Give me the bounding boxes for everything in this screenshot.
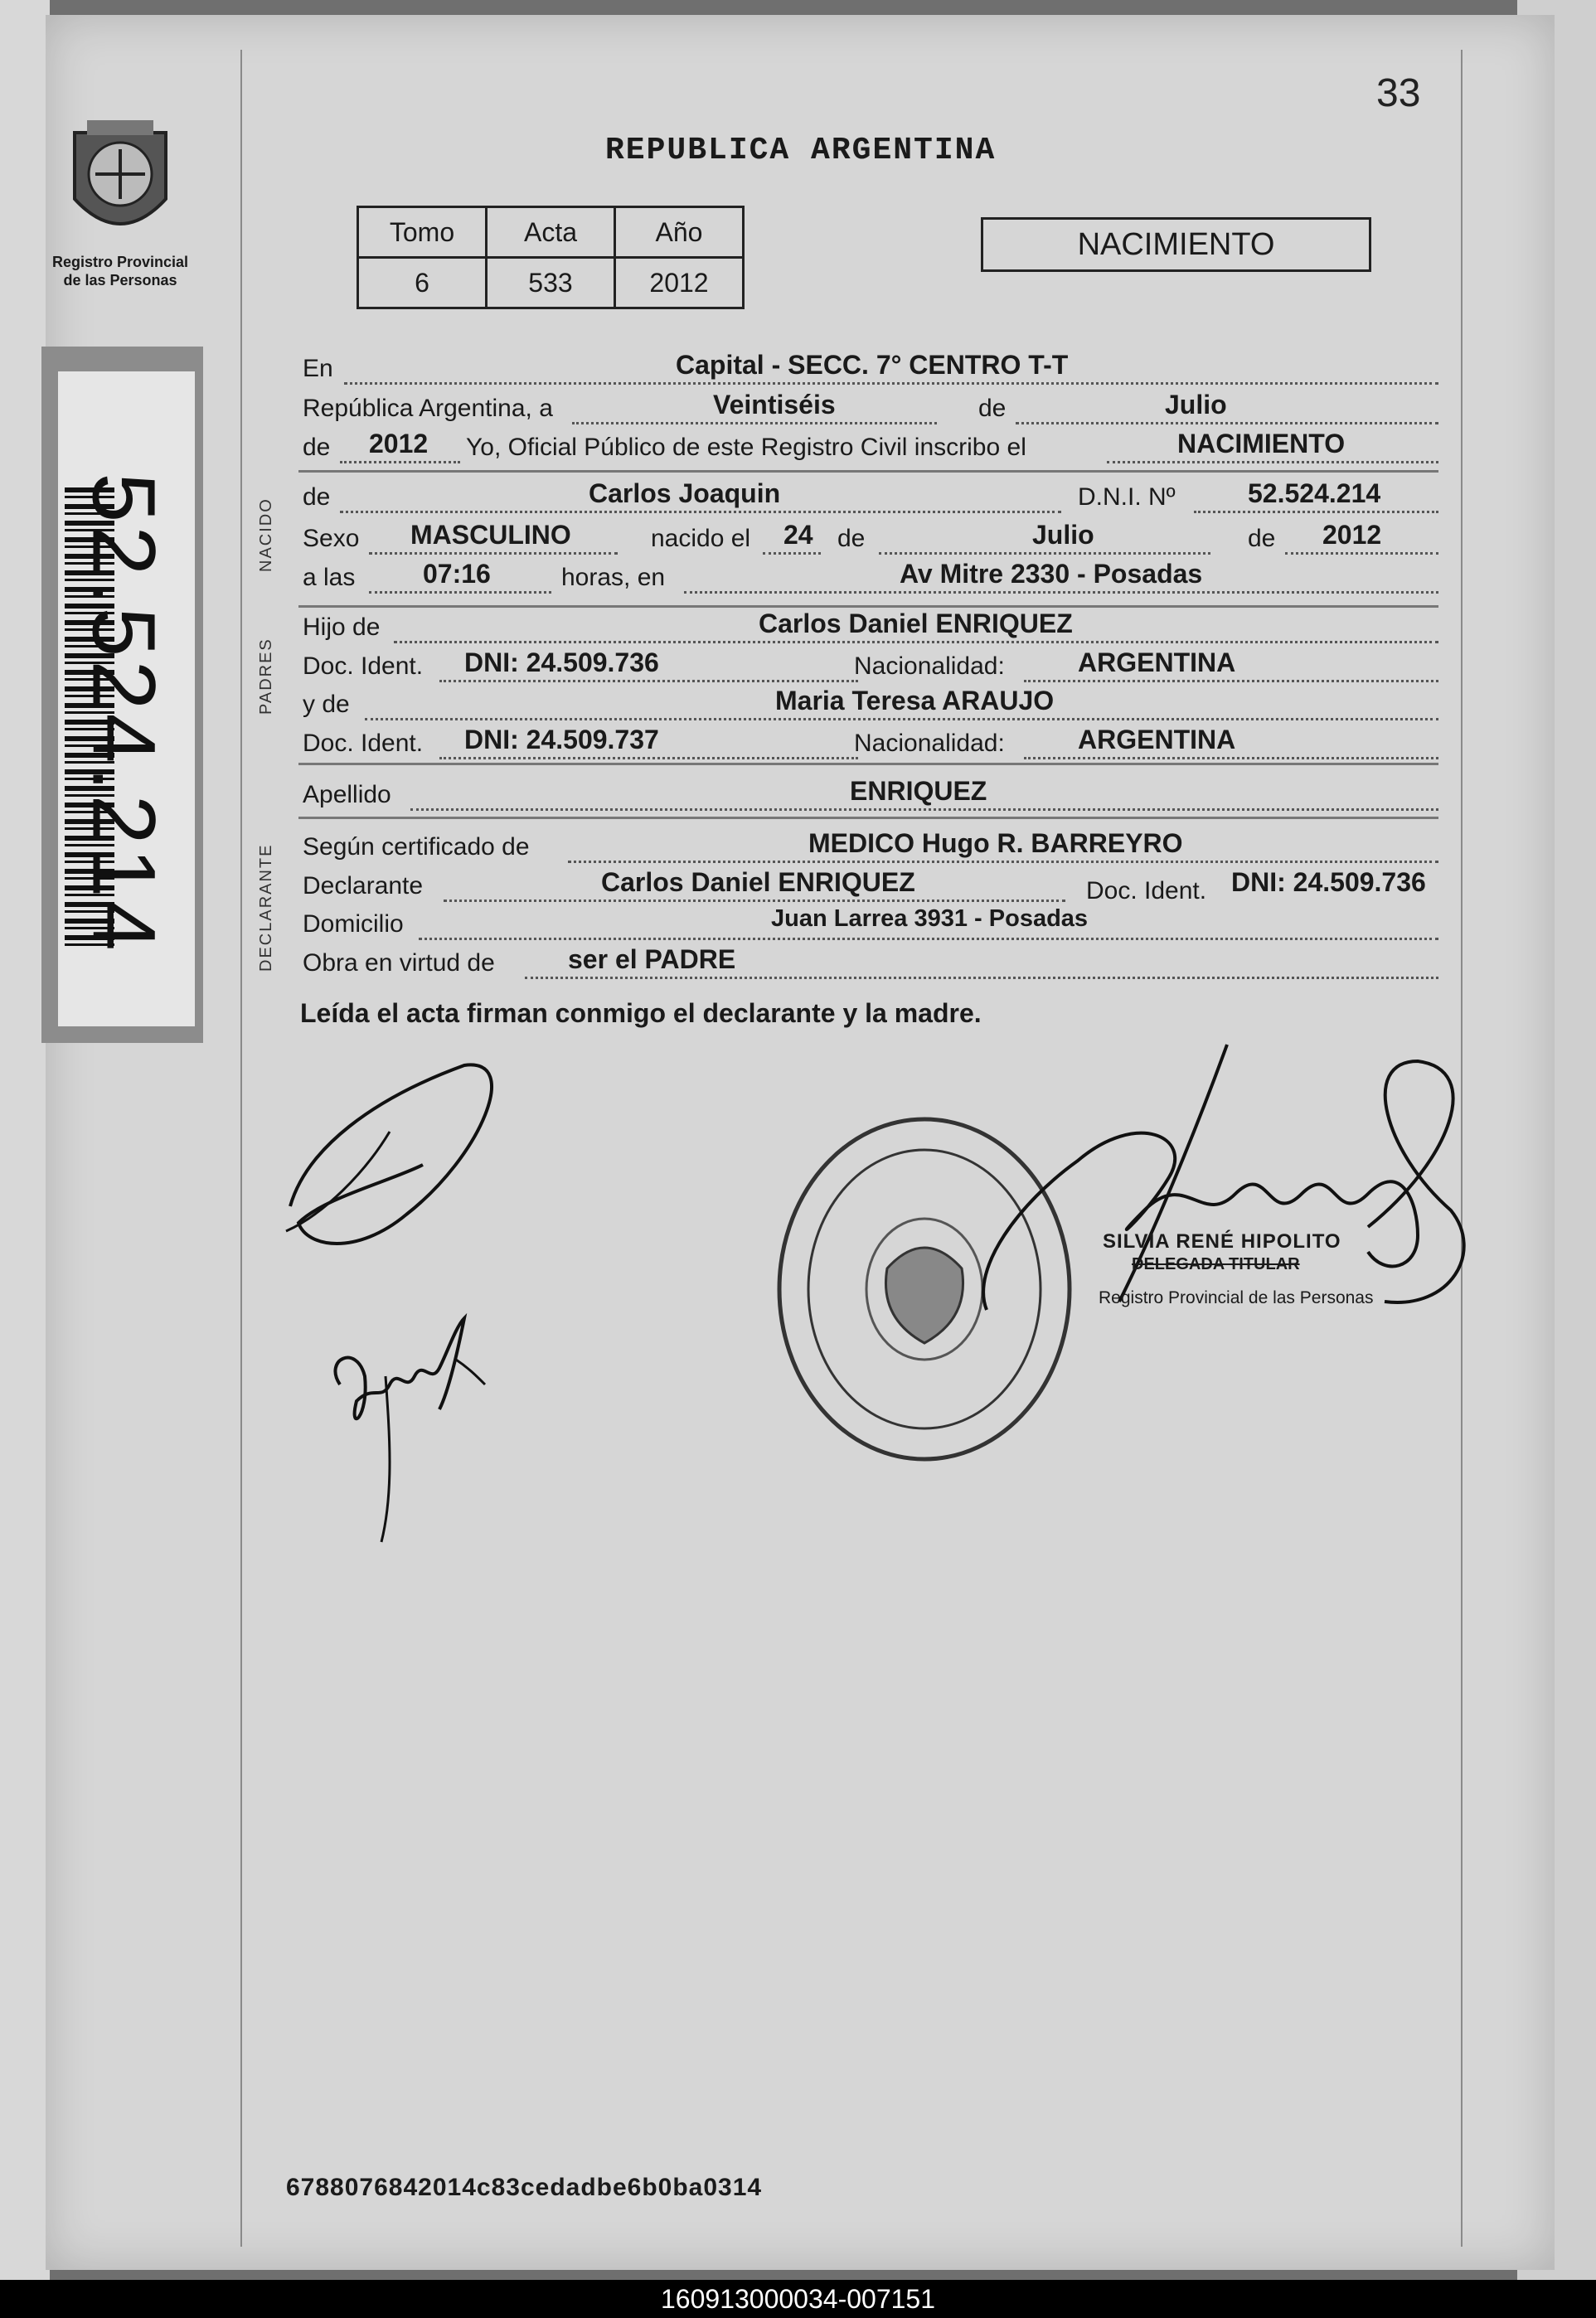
fill-line [572, 422, 937, 424]
label-alas: a las [303, 564, 356, 591]
value-lugar-nacimiento: Av Mitre 2330 - Posadas [900, 559, 1203, 589]
fill-line [684, 591, 1438, 594]
left-page-edge [0, 0, 50, 2280]
value-padre: Carlos Daniel ENRIQUEZ [759, 609, 1073, 638]
fill-line [1194, 511, 1438, 513]
value-apellido: ENRIQUEZ [850, 776, 987, 806]
fill-line [1024, 680, 1438, 682]
label-dni: D.N.I. Nº [1078, 483, 1176, 511]
form-row-certificado [303, 828, 1438, 866]
fill-line [568, 861, 1438, 863]
value-nac-anio: 2012 [1322, 520, 1382, 550]
label-nacionalidad-padre: Nacionalidad: [854, 652, 1005, 680]
label-domicilio: Domicilio [303, 910, 404, 938]
value-padre-doc: DNI: 24.509.736 [464, 647, 659, 677]
value-domicilio: Juan Larrea 3931 - Posadas [771, 905, 1089, 932]
value-nombre: Carlos Joaquin [589, 478, 781, 508]
label-de-anio2: de [1248, 525, 1276, 552]
form-row-hora [303, 559, 1438, 597]
label-obra: Obra en virtud de [303, 949, 495, 977]
label-nacido: nacido el [651, 525, 751, 552]
value-madre-nac: ARGENTINA [1078, 725, 1236, 754]
value-declarante: Carlos Daniel ENRIQUEZ [601, 867, 915, 897]
fill-line [344, 382, 1438, 385]
label-sexo: Sexo [303, 525, 360, 552]
ref-value-tomo: 6 [358, 258, 487, 308]
value-obra: ser el PADRE [568, 944, 736, 974]
fill-line [1107, 461, 1438, 463]
label-declarante: Declarante [303, 872, 424, 900]
value-certificado: MEDICO Hugo R. BARREYRO [808, 828, 1183, 858]
fill-line [1285, 552, 1438, 555]
fill-line [525, 977, 1438, 979]
label-doc-declarante: Doc. Ident. [1086, 877, 1207, 904]
form-row-madre-doc [303, 725, 1438, 763]
fill-line [419, 938, 1438, 940]
label-de: de [978, 395, 1007, 422]
fill-line [1016, 422, 1438, 424]
fill-line [439, 680, 858, 682]
barcode-label [41, 347, 203, 1043]
form-row-apellido [303, 776, 1438, 814]
label-oficial: Yo, Oficial Público de este Registro Civil inscribo el [466, 434, 1026, 461]
label-de-anio: de [303, 434, 331, 461]
label-de-nombre: de [303, 483, 331, 511]
form-row-nombre [303, 478, 1438, 516]
fill-line [365, 718, 1438, 720]
form-row-padre-doc [303, 647, 1438, 686]
value-nac-dia: 24 [783, 520, 813, 550]
value-dia: Veintiséis [713, 390, 836, 419]
fill-line [439, 757, 858, 759]
registry-logo [46, 116, 195, 323]
fill-line [444, 900, 1065, 902]
signature-declarant-icon [323, 1310, 489, 1550]
fill-line [1024, 757, 1438, 759]
value-nac-mes: Julio [1032, 520, 1094, 550]
section-label-declarante: DECLARANTE [257, 843, 275, 972]
scan-footer-code: 160913000034-007151 [0, 2280, 1596, 2318]
officer-organization: Registro Provincial de las Personas [1099, 1288, 1374, 1307]
ref-header-tomo: Tomo [358, 207, 487, 258]
form-row-sexo [303, 520, 1438, 558]
form-row-inscripcion [303, 429, 1438, 467]
label-apellido: Apellido [303, 781, 391, 808]
officer-role: DELEGADA TITULAR [1132, 1255, 1300, 1273]
label-republica: República Argentina, a [303, 395, 553, 422]
fill-line [340, 461, 460, 463]
barcode-number: 52.524.214 [74, 473, 175, 954]
value-lugar-registro: Capital - SECC. 7° CENTRO T-T [676, 350, 1069, 380]
section-label-padres: PADRES [257, 638, 275, 715]
label-doc-madre: Doc. Ident. [303, 730, 424, 757]
section-divider [298, 817, 1438, 819]
document-title: REPUBLICA ARGENTINA [605, 133, 997, 168]
barcode-inner [58, 371, 195, 1026]
logo-label-line2: de las Personas [63, 272, 177, 289]
value-mes: Julio [1165, 390, 1227, 419]
page-number: 33 [1376, 71, 1421, 115]
form-row-fecha [303, 390, 1438, 428]
label-yde: y de [303, 691, 350, 718]
ref-value-acta: 533 [487, 258, 615, 308]
fill-line [369, 552, 618, 555]
form-row-domicilio [303, 905, 1438, 943]
value-declarante-doc: DNI: 24.509.736 [1231, 867, 1426, 897]
value-anio: 2012 [369, 429, 429, 458]
form-row-padre [303, 609, 1438, 647]
section-label-nacido: NACIDO [257, 497, 275, 572]
value-padre-nac: ARGENTINA [1078, 647, 1236, 677]
ref-value-anio: 2012 [615, 258, 744, 308]
value-sexo: MASCULINO [410, 520, 571, 550]
signature-mother-icon [274, 1049, 506, 1273]
section-divider [298, 763, 1438, 765]
section-divider [298, 470, 1438, 473]
provincial-seal-icon [58, 116, 182, 249]
value-hora: 07:16 [423, 559, 491, 589]
form-row-madre [303, 686, 1438, 724]
fill-line [763, 552, 821, 555]
ref-header-anio: Año [615, 207, 744, 258]
label-nacionalidad-madre: Nacionalidad: [854, 730, 1005, 757]
value-madre: Maria Teresa ARAUJO [775, 686, 1055, 715]
label-horas: horas, en [561, 564, 666, 591]
fill-line [340, 511, 1061, 513]
label-en: En [303, 355, 333, 382]
signature-officer-icon [953, 1036, 1467, 1368]
form-row-declarante [303, 867, 1438, 905]
record-type-box: NACIMIENTO [981, 217, 1371, 272]
section-divider [298, 605, 1438, 608]
fill-line [410, 808, 1438, 811]
fill-line [879, 552, 1210, 555]
ref-header-acta: Acta [487, 207, 615, 258]
label-doc-padre: Doc. Ident. [303, 652, 424, 680]
value-dni: 52.524.214 [1248, 478, 1381, 508]
value-inscribe: NACIMIENTO [1177, 429, 1346, 458]
reference-table [357, 206, 745, 309]
label-de-mes: de [837, 525, 866, 552]
value-madre-doc: DNI: 24.509.737 [464, 725, 659, 754]
logo-label-line1: Registro Provincial [51, 254, 189, 270]
form-row-en [303, 350, 1438, 388]
fill-line [369, 591, 551, 594]
verification-hash: 6788076842014c83cedadbe6b0ba0314 [286, 2174, 763, 2201]
closing-statement: Leída el acta firman conmigo el declarante y la madre. [300, 998, 982, 1028]
fill-line [394, 641, 1438, 643]
officer-name: SILVIA RENÉ HIPOLITO [1103, 1230, 1341, 1253]
label-hijo: Hijo de [303, 613, 381, 641]
form-row-obra [303, 944, 1438, 982]
label-certificado: Según certificado de [303, 833, 530, 861]
